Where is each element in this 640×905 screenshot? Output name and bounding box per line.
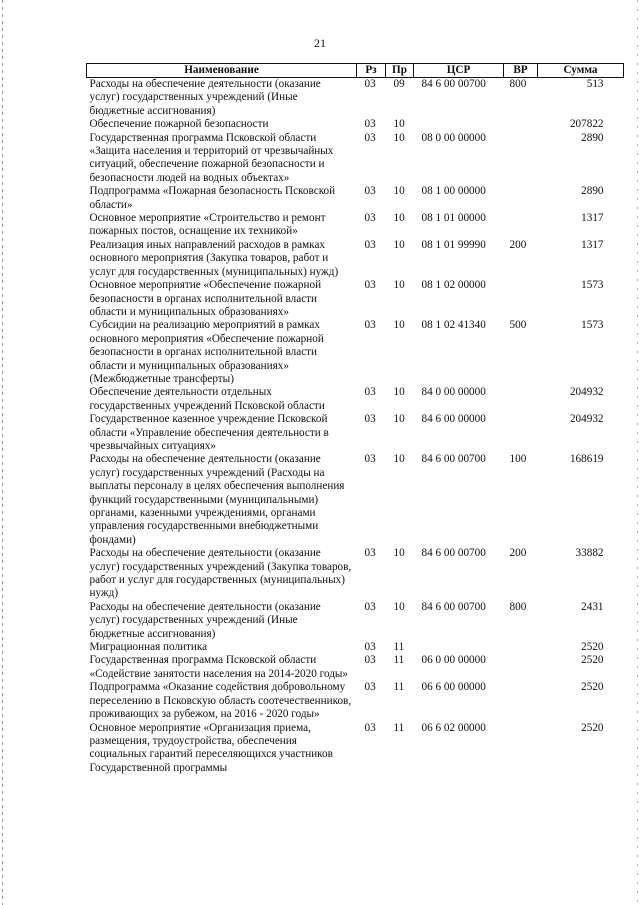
scan-edge-right: [637, 0, 638, 905]
row-vr: [504, 279, 538, 319]
row-csr: 06 6 00 00000: [421, 681, 486, 694]
row-pr: 11: [393, 641, 405, 654]
row-sum: 204932: [569, 386, 604, 399]
table-row: [87, 601, 624, 641]
row-name: Основное мероприятие «Организация приема, размещения, трудоустройства, обеспечения социальных гарантий переселяющихся участников Государственной программы: [89, 721, 333, 774]
scan-edge-left: [2, 0, 3, 905]
table-row: [87, 279, 624, 319]
row-name: Миграционная политика: [89, 641, 208, 654]
row-name: Основное мероприятие «Строительство и ремонт пожарных постов, оснащение их техникой»: [89, 212, 326, 238]
row-pr: 11: [393, 681, 405, 694]
row-vr: [504, 132, 538, 186]
header-rz: Рз: [357, 64, 386, 78]
row-csr: 06 0 00 00000: [421, 654, 486, 667]
row-name: Субсидии на реализацию мероприятий в рамках основного мероприятия «Обеспечение пожарной безопасности в органах исполнительной власти области и муниципальных образованиях» (Межбюджетные трансферты): [89, 319, 324, 385]
row-sum: 168619: [569, 453, 604, 466]
row-vr: [504, 641, 538, 654]
row-csr: 84 6 00 00700: [421, 547, 486, 560]
row-vr: [504, 118, 538, 131]
row-pr: 11: [393, 721, 405, 734]
row-pr: 10: [393, 319, 405, 332]
table-row: [87, 118, 624, 131]
row-sum: 1317: [581, 238, 604, 251]
row-sum: 2890: [581, 185, 604, 198]
row-rz: 03: [364, 721, 376, 734]
table-row: [87, 78, 624, 119]
header-pr: Пр: [386, 64, 414, 78]
table-row: [87, 453, 624, 547]
row-name: Обеспечение деятельности отдельных государственных учреждений Псковской области: [89, 386, 325, 412]
table-row: [87, 185, 624, 212]
row-csr: 08 1 01 00000: [421, 212, 486, 225]
row-rz: 03: [364, 319, 376, 332]
row-name: Подпрограмма «Оказание содействия добровольному переселению в Псковскую область соотечественников, проживающих за рубежом, на 2016 - 2020 годы»: [89, 681, 352, 721]
page-number: 21: [314, 36, 326, 50]
row-name: Расходы на обеспечение деятельности (оказание услуг) государственных учреждений (Иные бюджетные ассигнования): [89, 600, 321, 640]
table-row: [87, 239, 624, 279]
row-rz: 03: [364, 413, 376, 426]
row-sum: 204932: [569, 413, 604, 426]
row-sum: 2520: [581, 721, 604, 734]
row-pr: 10: [393, 413, 405, 426]
row-csr: 08 1 02 00000: [421, 279, 486, 292]
row-sum: 2520: [581, 654, 604, 667]
table-body: [87, 78, 624, 776]
row-pr: 11: [393, 654, 405, 667]
row-name: Государственная программа Псковской области «Защита населения и территорий от чрезвычайных ситуаций, обеспечение пожарной безопасности и безопасности людей на водных объектах»: [89, 131, 334, 184]
row-pr: 10: [393, 453, 405, 466]
row-name: Реализация иных направлений расходов в рамках основного мероприятия (Закупка товаров, работ и услуг для государственных (муниципальных) нужд): [89, 238, 339, 278]
row-rz: 03: [364, 600, 376, 613]
table-row: [87, 413, 624, 453]
row-rz: 03: [364, 453, 376, 466]
row-name: Расходы на обеспечение деятельности (оказание услуг) государственных учреждений (Расходы на выплаты персоналу в целях обеспечения выполнения функций государственными (муниципальными) органами, казенными учреждениями, органами управления государственными внебюджетными фондами): [89, 453, 345, 546]
budget-table: [86, 63, 624, 775]
row-name: Расходы на обеспечение деятельности (оказание услуг) государственных учреждений (Закупка товаров, работ и услуг для государственных (муниципальных) нужд): [89, 547, 352, 600]
row-vr: [504, 212, 538, 239]
row-sum: 2890: [581, 131, 604, 144]
row-rz: 03: [364, 654, 376, 667]
row-sum: 2520: [581, 681, 604, 694]
row-sum: 2520: [581, 641, 604, 654]
row-pr: 10: [393, 185, 405, 198]
row-csr: [414, 641, 504, 654]
row-name: Государственная программа Псковской области «Содействие занятости населения на 2014-2020 годы»: [89, 654, 349, 680]
row-vr: [504, 681, 538, 721]
row-pr: 10: [393, 118, 405, 131]
row-csr: 08 0 00 00000: [421, 131, 486, 144]
row-vr: 200: [509, 547, 527, 560]
row-csr: 08 1 01 99990: [421, 238, 486, 251]
row-rz: 03: [364, 641, 376, 654]
row-vr: [504, 654, 538, 681]
row-rz: 03: [364, 212, 376, 225]
row-name: Основное мероприятие «Обеспечение пожарной безопасности в органах исполнительной власти области и муниципальных образованиях»: [89, 279, 322, 318]
row-sum: 2431: [581, 600, 604, 613]
row-csr: 06 6 02 00000: [421, 721, 486, 734]
row-csr: 84 0 00 00000: [421, 386, 486, 399]
row-csr: [414, 118, 504, 131]
table-header: [87, 64, 624, 78]
table-row: [87, 722, 624, 776]
row-rz: 03: [364, 238, 376, 251]
table-row: [87, 681, 624, 721]
row-sum: 1573: [581, 319, 604, 332]
row-name: Государственное казенное учреждение Псковской области «Управление обеспечения деятельности в чрезвычайных ситуациях»: [89, 413, 329, 452]
table-row: [87, 641, 624, 654]
row-csr: 08 1 00 00000: [421, 185, 486, 198]
row-vr: 100: [509, 453, 527, 466]
row-rz: 03: [364, 386, 376, 399]
row-rz: 03: [364, 547, 376, 560]
row-csr: 84 6 00 00700: [421, 600, 486, 613]
row-csr: 84 6 00 00700: [421, 78, 486, 90]
row-name: Подпрограмма «Пожарная безопасность Псковской области»: [89, 185, 336, 211]
row-sum: 1573: [581, 279, 604, 292]
row-vr: 500: [509, 319, 527, 332]
row-rz: 03: [364, 78, 376, 90]
row-vr: [504, 722, 538, 776]
row-rz: 03: [364, 118, 376, 131]
row-rz: 03: [364, 185, 376, 198]
header-vr: ВР: [504, 64, 538, 78]
row-pr: 10: [393, 131, 405, 144]
row-pr: 10: [393, 279, 405, 292]
table-row: [87, 547, 624, 601]
row-pr: 10: [393, 212, 405, 225]
row-rz: 03: [364, 279, 376, 292]
row-vr: [504, 185, 538, 212]
row-vr: [504, 413, 538, 453]
table-row: [87, 386, 624, 413]
header-sum: Сумма: [538, 64, 624, 78]
row-vr: [504, 386, 538, 413]
header-csr: ЦСР: [414, 64, 504, 78]
row-pr: 10: [393, 238, 405, 251]
row-sum: 33882: [575, 547, 604, 560]
row-name: Обеспечение пожарной безопасности: [89, 118, 269, 131]
row-csr: 08 1 02 41340: [421, 319, 486, 332]
row-csr: 84 6 00 00700: [421, 453, 486, 466]
row-vr: 800: [509, 78, 527, 90]
table-row: [87, 212, 624, 239]
row-sum: 513: [586, 78, 604, 90]
row-pr: 10: [393, 386, 405, 399]
table-row: [87, 654, 624, 681]
table-row: [87, 319, 624, 386]
row-sum: 207822: [569, 118, 604, 131]
header-row: [87, 64, 624, 78]
row-pr: 10: [393, 600, 405, 613]
row-name: Расходы на обеспечение деятельности (оказание услуг) государственных учреждений (Иные бюджетные ассигнования): [89, 78, 321, 117]
row-pr: 09: [393, 78, 405, 90]
row-rz: 03: [364, 681, 376, 694]
row-vr: 200: [509, 238, 527, 251]
table-row: [87, 132, 624, 186]
row-sum: 1317: [581, 212, 604, 225]
row-vr: 800: [509, 600, 527, 613]
row-rz: 03: [364, 131, 376, 144]
row-csr: 84 6 00 00000: [421, 413, 486, 426]
row-pr: 10: [393, 547, 405, 560]
header-name: Наименование: [87, 64, 357, 78]
